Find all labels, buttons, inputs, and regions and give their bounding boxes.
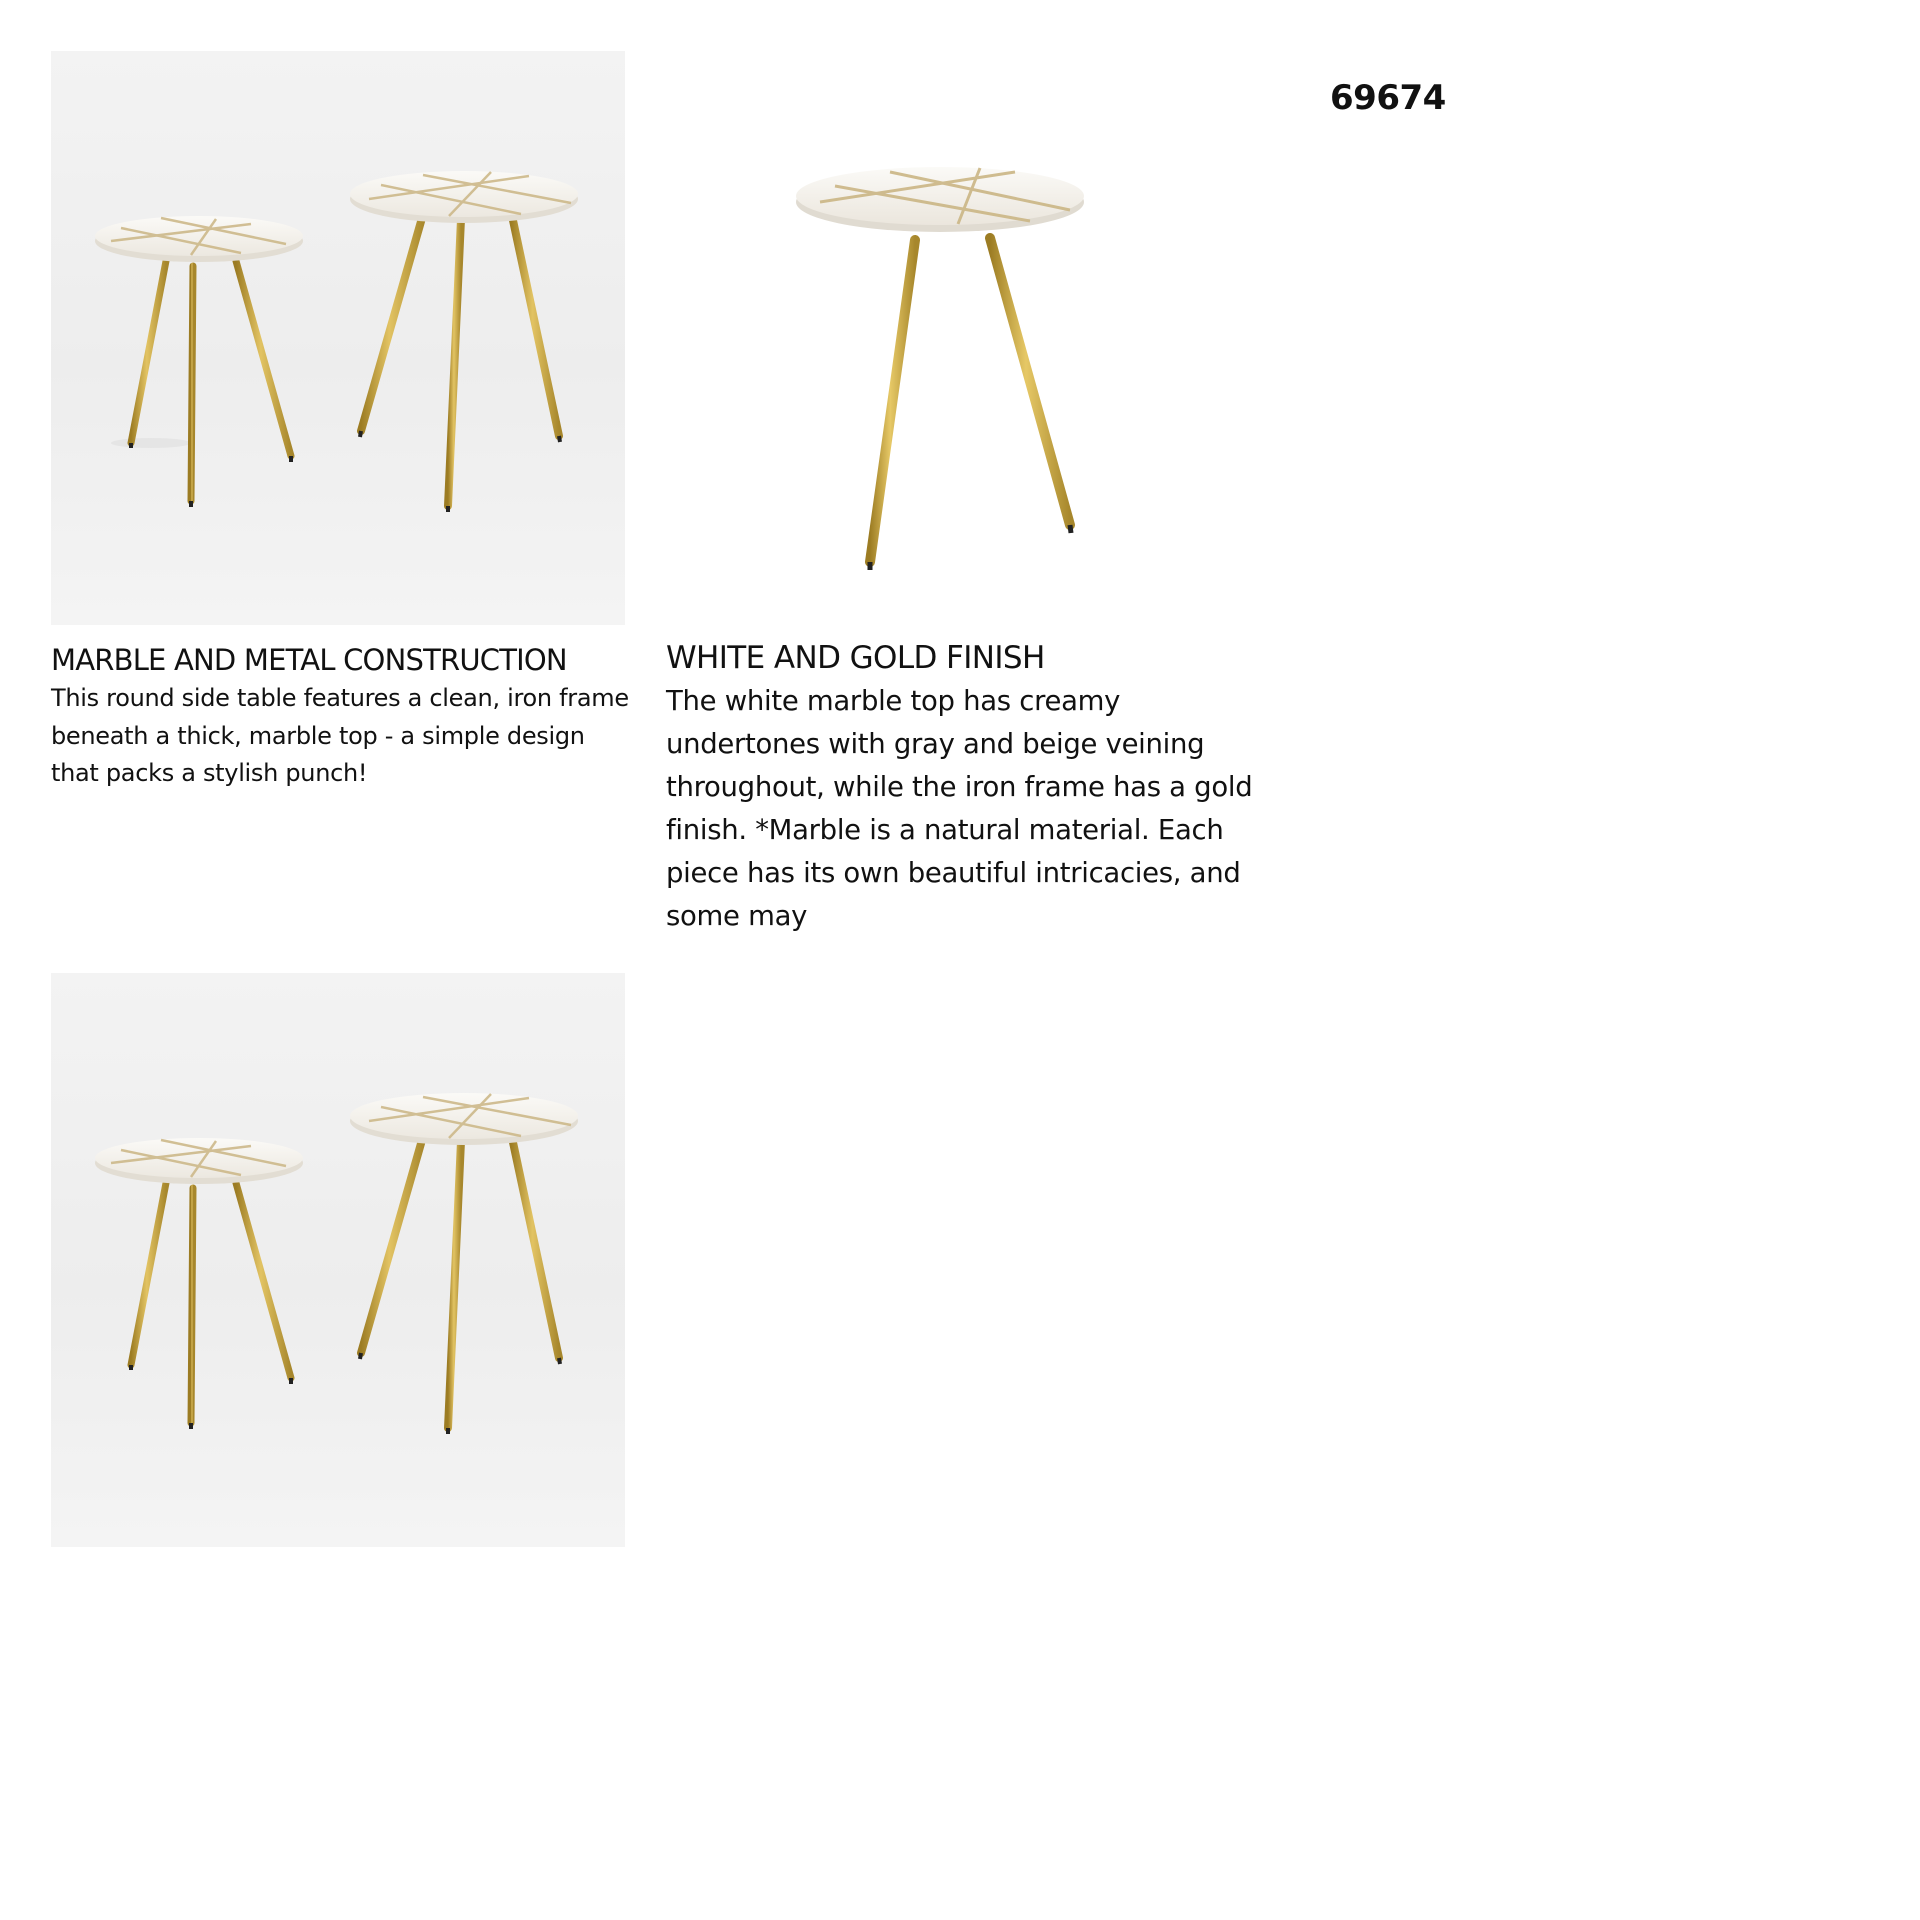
feature-heading: WHITE AND GOLD FINISH: [666, 640, 1045, 676]
single-table-photo: [740, 120, 1140, 590]
feature-description: The white marble top has creamy undertones with gray and beige veining throughout, while the iron frame has a gold finish. *Marble is a natural material. Each piece has its own beautiful intricacies, and some may: [666, 685, 1253, 932]
feature-description: This round side table features a clean, iron frame beneath a thick, marble top - a simple design that packs a stylish punch!: [51, 684, 629, 787]
pair-of-tables-photo: [51, 51, 625, 625]
pair-of-tables-photo: [51, 973, 625, 1547]
feature-heading: MARBLE AND METAL CONSTRUCTION: [51, 643, 567, 677]
product-id: 69674: [1330, 78, 1446, 118]
